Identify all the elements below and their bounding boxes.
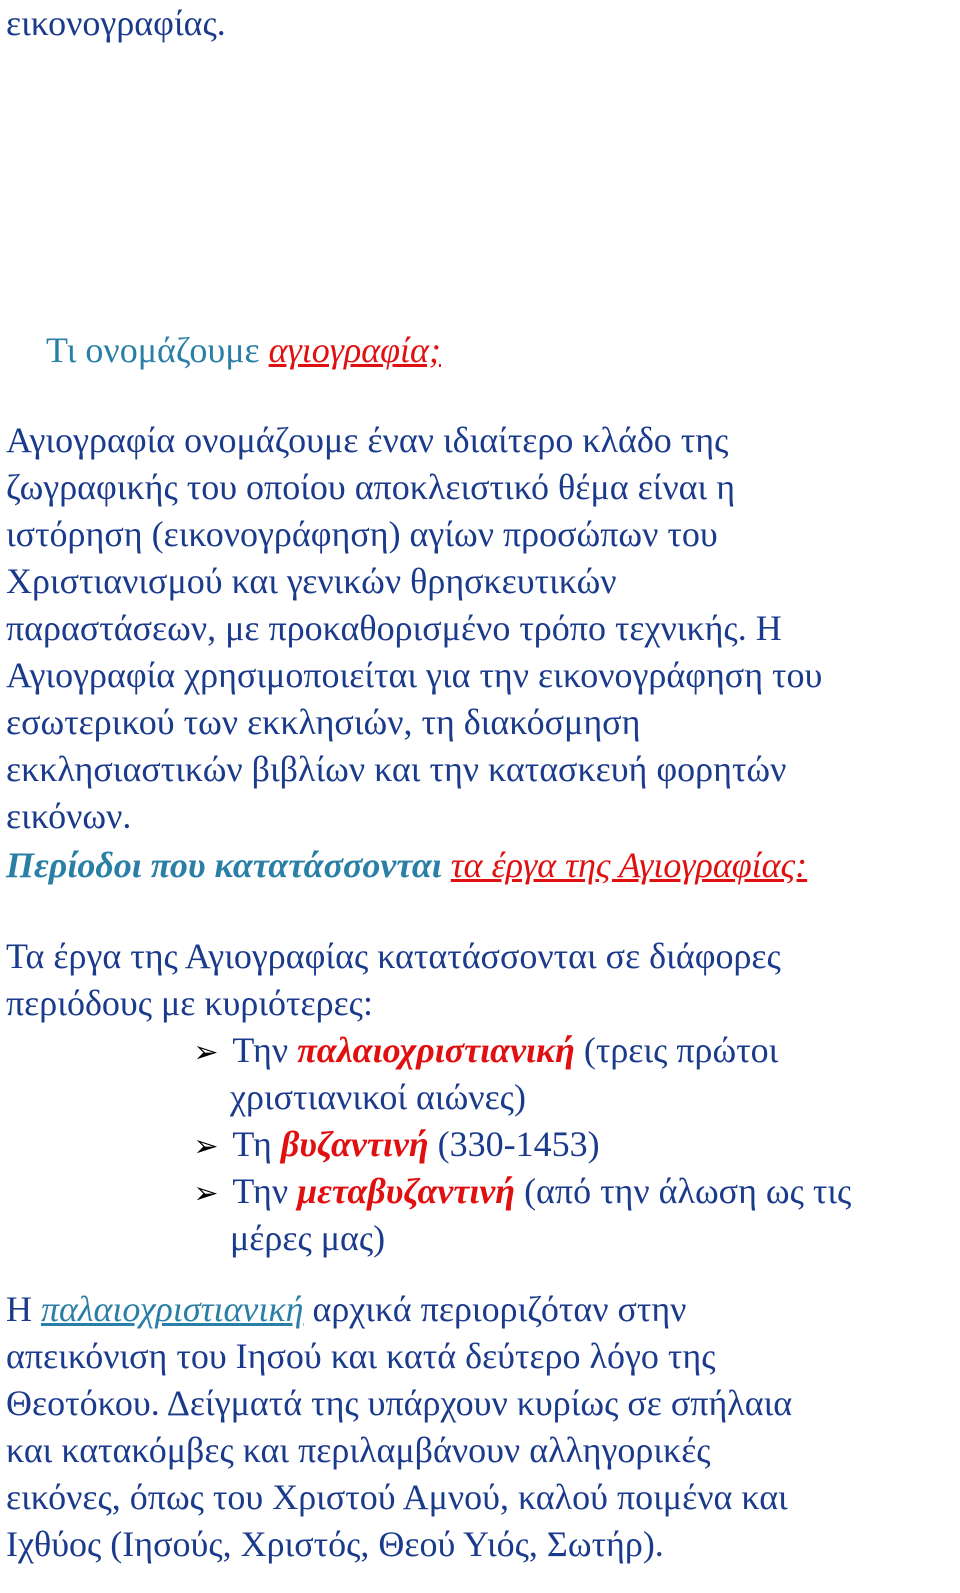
question-1-prefix: Τι ονομάζουμε: [46, 330, 269, 370]
list-item-pre: Την: [232, 1030, 298, 1070]
paragraph-1-line: παραστάσεων, με προκαθορισμένο τρόπο τεχνικής. Η: [6, 608, 782, 648]
question-1-highlight: αγιογραφία;: [268, 330, 441, 370]
paragraph-1-line: Αγιογραφία χρησιμοποιείται για την εικονογράφηση του: [6, 655, 823, 695]
question-2-highlight: τα έργα της Αγιογραφίας:: [450, 845, 808, 885]
paragraph-3-line: απεικόνιση του Ιησού και κατά δεύτερο λόγο της: [6, 1336, 716, 1376]
paragraph-2-line: Τα έργα της Αγιογραφίας κατατάσσονται σε διάφορες: [6, 936, 781, 976]
paragraph-3-line: και κατακόμβες και περιλαμβάνουν αλληγορικές: [6, 1430, 711, 1470]
list-item-continuation: χριστιανικοί αιώνες): [230, 1077, 526, 1117]
paragraph-1-line: εκκλησιαστικών βιβλίων και την κατασκευή φορητών: [6, 749, 787, 789]
paragraph-1-line: Αγιογραφία ονομάζουμε έναν ιδιαίτερο κλάδο της: [6, 420, 729, 460]
list-item-pre: Τη: [232, 1124, 281, 1164]
list-item-emphasis: μεταβυζαντινή: [297, 1171, 516, 1211]
question-heading-2: [6, 842, 807, 888]
arrowhead-bullet-icon: ➢: [193, 1036, 219, 1069]
paragraph-2-line: περιόδους με κυριότερες:: [6, 983, 373, 1023]
list-item: [188, 1168, 851, 1217]
paragraph-1-line: εσωτερικού των εκκλησιών, τη διακόσμηση: [6, 702, 641, 742]
list-item-post: (330-1453): [428, 1124, 600, 1164]
list-item-pre: Την: [232, 1171, 298, 1211]
paragraph-3-pre: Η: [6, 1289, 41, 1329]
paragraph-3-line: Θεοτόκου. Δείγματά της υπάρχουν κυρίως σε σπήλαια: [6, 1383, 793, 1423]
paragraph-1-line: Χριστιανισμού και γενικών θρησκευτικών: [6, 561, 617, 601]
list-item-continuation: μέρες μας): [230, 1218, 386, 1258]
question-heading-1: [46, 327, 441, 373]
arrowhead-bullet-icon: ➢: [193, 1130, 219, 1163]
paragraph-3-line: Ιχθύος (Ιησούς, Χριστός, Θεού Υιός, Σωτήρ).: [6, 1524, 664, 1564]
list-item-emphasis: παλαιοχριστιανική: [297, 1030, 575, 1070]
list-item-emphasis: βυζαντινή: [280, 1124, 429, 1164]
paragraph-3-post: αρχικά περιοριζόταν στην: [303, 1289, 687, 1329]
question-2-prefix: Περίοδοι που κατατάσσονται: [6, 845, 451, 885]
arrowhead-bullet-icon: ➢: [193, 1177, 219, 1210]
paragraph-1-line: ιστόρηση (εικονογράφηση) αγίων προσώπων του: [6, 514, 718, 554]
list-item-post: (από την άλωση ως τις: [515, 1171, 852, 1211]
paragraph-3-line: εικόνες, όπως του Χριστού Αμνού, καλού ποιμένα και: [6, 1477, 788, 1517]
list-item-post: (τρεις πρώτοι: [574, 1030, 779, 1070]
paragraph-3-line: [6, 1286, 686, 1332]
top-fragment: εικονογραφίας.: [6, 3, 226, 43]
list-item: [188, 1121, 600, 1170]
list-item: [188, 1027, 778, 1076]
paragraph-1-line: εικόνων.: [6, 796, 132, 836]
paragraph-1-line: ζωγραφικής του οποίου αποκλειστικό θέμα είναι η: [6, 467, 736, 507]
paragraph-3-link[interactable]: παλαιοχριστιανική: [41, 1289, 304, 1329]
